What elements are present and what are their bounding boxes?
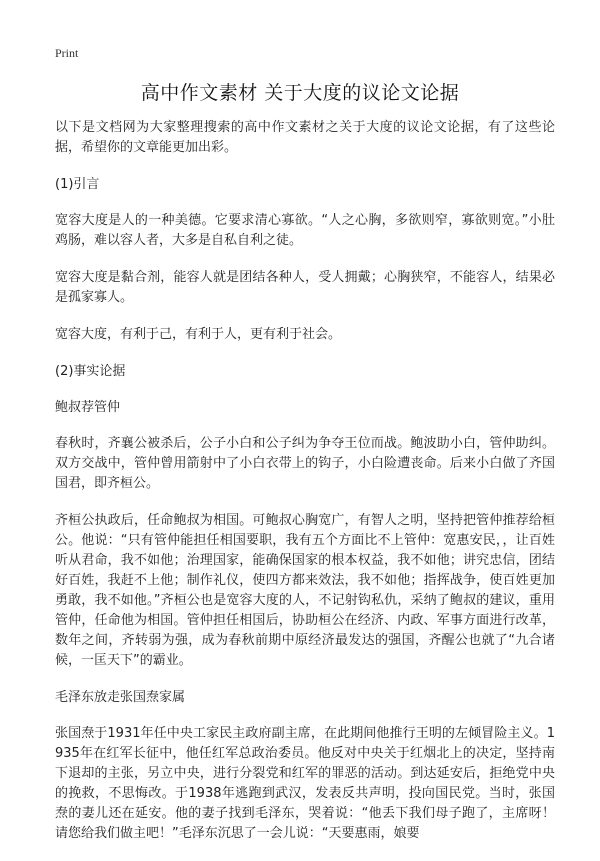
body-paragraph: 宽容大度是黏合剂，能容人就是团结各种人，受人拥戴；心胸狭窄，不能容人，结果必是孤家寡人。 <box>55 270 555 305</box>
section-heading-facts: (2)事实论据 <box>55 364 126 379</box>
subheading-mao: 毛泽东放走张国焘家属 <box>55 690 186 705</box>
print-link[interactable]: Print <box>55 46 79 60</box>
document-title: 高中作文素材 关于大度的议论文论据 <box>140 82 460 104</box>
section-heading-intro: (1)引言 <box>55 177 100 192</box>
body-paragraph: 宽容大度是人的一种美德。它要求清心寡欲。“人之心胸，多欲则窄，寡欲则宽。”小肚鸡肠，难以容人者，大多是自私自利之徒。 <box>55 213 555 248</box>
intro-paragraph: 以下是文档网为大家整理搜索的高中作文素材之关于大度的议论文论据，有了这些论据，希望你的文章能更加出彩。 <box>55 120 555 155</box>
body-paragraph: 春秋时，齐襄公被杀后，公子小白和公子纠为争夺王位而战。鲍波助小白，管仲助纠。双方交战中，管仲曾用箭射中了小白衣带上的钩子，小白险遭丧命。后来小白做了齐国国君，即齐桓公。 <box>55 436 555 491</box>
body-paragraph: 宽容大度，有利于己，有利于人，更有利于社会。 <box>55 327 342 342</box>
article-body <box>55 118 555 861</box>
subheading-baoshu: 鲍叔荐管仲 <box>55 400 121 415</box>
body-paragraph: 张国焘于1931年任中央工家民主政府副主席，在此期间他推行王明的左倾冒险主义。1935年在红军长征中，他任红军总政治委员。他反对中央关于红烟北上的决定，坚持南下退却的主张，另立中央，进行分裂党和红军的罪恶的活动。到达延安后，拒绝党中央的挽救，不思悔改。于1938年逃跑到武汉，发表反共声明，投向国民党。当时，张国焘的妻儿还在延安。他的妻子找到毛泽东，哭着说：“他丢下我们母子跑了，主席呀！请您给我们做主吧！”毛泽东沉思了一会儿说：“天要惠雨，娘要 <box>55 726 555 841</box>
body-paragraph: 齐桓公执政后，任命鲍叔为相国。可鲍叔心胸宽广，有智人之明，坚持把管仲推荐给桓公。他说：“只有管仲能担任相国要职，我有五个方面比不上管仲：宽惠安民，，让百姓听从君命，我不如他；治理国家，能确保国家的根本权益，我不如他；讲究忠信，团结好百姓，我赶不上他；制作礼仪，使四方都来效法，我不如他；指挥战争，使百姓更加勇敢，我不如他。”齐桓公也是宽容大度的人，不记射钩私仇，采纳了鲍叔的建议，重用管仲，任命他为相国。管仲担任相国后，协助桓公在经济、内政、军事方面进行改革，数年之间，齐转弱为强，成为春秋前期中原经济最发达的强国，齐醒公也就了“九合诸候，一匡天下”的霸业。 <box>55 513 555 668</box>
